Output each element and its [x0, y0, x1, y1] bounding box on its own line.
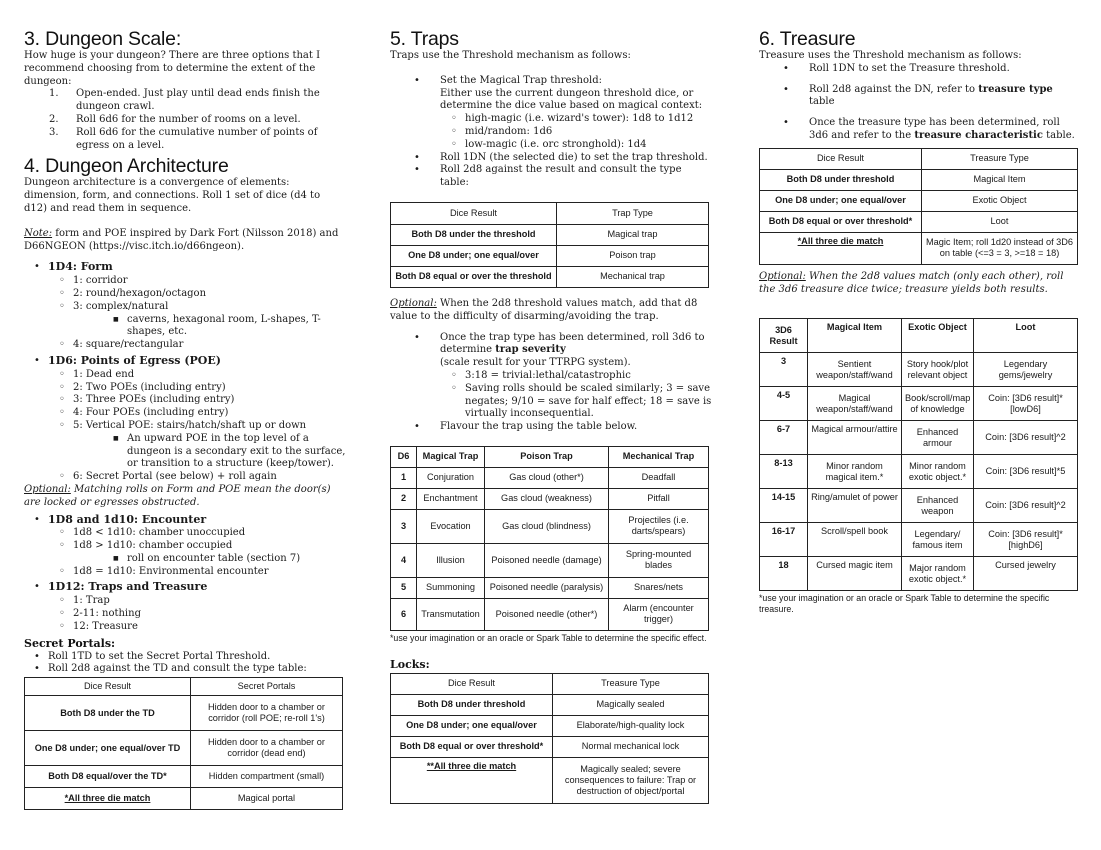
table-row — [760, 211, 1078, 232]
severity-text: Once the trap type has been determined, roll 3d6 to determine — [440, 331, 705, 356]
form-option: ◦ 4: square/rectangular — [48, 339, 346, 352]
loot-cell: Coin: [3D6 result]*[highD6] — [974, 523, 1078, 557]
optional-rule — [24, 484, 346, 510]
traps-treasure-section — [24, 581, 346, 633]
treasure-intro: Treasure uses the Threshold mechanism as follows: — [759, 50, 1022, 61]
table-row — [391, 543, 709, 577]
table-row — [760, 169, 1078, 190]
dice-result-cell: *All three die match — [760, 232, 922, 264]
note-label: Note: — [24, 227, 53, 239]
dice-result-cell: One D8 under; one equal/over — [391, 715, 553, 736]
poison-trap-cell: Gas cloud (weakness) — [485, 488, 609, 509]
treasure-steps — [759, 63, 1081, 143]
poison-trap-cell: Gas cloud (other*) — [485, 467, 609, 488]
trap-step: • Roll 2d8 against the result and consult the type table: — [390, 164, 712, 190]
magical-item-cell: Magical weapon/staff/wand — [808, 387, 902, 421]
poe-option: ◦ 1: Dead end — [48, 369, 346, 382]
column-header: Treasure Type — [922, 148, 1078, 169]
note-text: form and POE inspired by Dark Fort (Nilsson 2018) and D66NGEON (https://visc.itch.io/d66ngeon). — [24, 227, 339, 252]
dice-result-cell: One D8 under; one equal/over — [760, 190, 922, 211]
encounter-sub-option: ■ roll on encounter table (section 7) — [101, 553, 346, 566]
secret-portals-heading: Secret Portals: — [24, 636, 116, 650]
encounter-option-text: 1d8 > 1d10: chamber occupied — [73, 540, 233, 552]
form-option-text: 3: complex/natural — [73, 300, 169, 312]
loot-cell: Cursed jewelry — [974, 557, 1078, 591]
architecture-roll-list — [24, 261, 346, 484]
table-row — [760, 387, 1078, 421]
scale-option — [24, 88, 346, 114]
table-row — [760, 523, 1078, 557]
dice-result-cell: *All three die match — [25, 788, 191, 810]
column-header: D6 — [391, 446, 417, 467]
column-header: 3D6 Result — [760, 319, 808, 353]
trap-flavour-table — [390, 446, 709, 631]
d6-cell: 5 — [391, 577, 417, 598]
encounter-roll-list — [24, 514, 346, 634]
treasure-optional-rule — [759, 271, 1081, 297]
optional-text: When the 2d8 threshold values match, add that d8 value to the difficulty of disarming/avoiding the trap. — [390, 297, 698, 322]
roll-cell: 3 — [760, 353, 808, 387]
trap-step-text: Set the Magical Trap threshold: — [440, 74, 602, 86]
magical-item-cell: Scroll/spell book — [808, 523, 902, 557]
magical-trap-cell: Summoning — [417, 577, 485, 598]
locks-table — [390, 673, 709, 804]
dice-result-cell: Both D8 under the threshold — [391, 224, 557, 245]
treasure-step-emphasis: treasure characteristic — [914, 129, 1043, 141]
form-sub-options — [101, 314, 346, 340]
magic-context-option: ◦ mid/random: 1d6 — [440, 126, 712, 139]
secret-portal-steps — [24, 651, 346, 677]
d6-cell: 2 — [391, 488, 417, 509]
exotic-object-cell: Story hook/plot relevant object — [902, 353, 974, 387]
table-row — [391, 577, 709, 598]
treasure-step: • Roll 1DN to set the Treasure threshold. — [759, 63, 1081, 76]
magic-context-option: ◦ high-magic (i.e. wizard's tower): 1d8 to 1d12 — [440, 113, 712, 126]
traps-treasure-options — [48, 595, 346, 633]
magical-trap-cell: Transmutation — [417, 598, 485, 630]
treasure-type-cell: Loot — [922, 211, 1078, 232]
table-row — [391, 488, 709, 509]
table-row — [760, 557, 1078, 591]
table-header-row — [25, 678, 343, 696]
trap-type-table — [390, 202, 709, 288]
column-header: Exotic Object — [902, 319, 974, 353]
d6-cell: 1 — [391, 467, 417, 488]
magical-trap-cell: Conjuration — [417, 467, 485, 488]
table-header-row — [760, 148, 1078, 169]
d6-cell: 3 — [391, 509, 417, 543]
optional-label: Optional: — [390, 297, 437, 309]
form-option: ◦ 1: corridor — [48, 275, 346, 288]
lock-type-cell: Elaborate/high-quality lock — [553, 715, 709, 736]
dungeon-architecture-intro: Dungeon architecture is a convergence of elements: dimension, form, and connections. Roll 1 set of dice (d4 to d12) and read them in sequence. — [24, 177, 321, 214]
treasure-type-table — [759, 148, 1078, 265]
magical-item-cell: Ring/amulet of power — [808, 489, 902, 523]
table-row — [391, 757, 709, 803]
treasure-step-suffix: table. — [1042, 129, 1075, 141]
magical-trap-cell: Enchantment — [417, 488, 485, 509]
trap-steps — [390, 75, 712, 190]
treasure-type-cell: Magical Item — [922, 169, 1078, 190]
poe-option: ◦ 6: Secret Portal (see below) + roll again — [48, 471, 346, 484]
option-text: Roll 6d6 for the cumulative number of points of egress on a level. — [76, 126, 318, 151]
table-header-row — [760, 319, 1078, 353]
treasure-step-emphasis: treasure type — [978, 83, 1053, 95]
magical-item-cell: Cursed magic item — [808, 557, 902, 591]
secret-portal-step: • Roll 2d8 against the TD and consult the type table: — [24, 663, 346, 676]
table-row — [391, 467, 709, 488]
mechanical-trap-cell: Pitfall — [609, 488, 709, 509]
poe-section — [24, 355, 346, 484]
traps-intro: Traps use the Threshold mechanism as follows: — [390, 50, 631, 61]
dice-result-cell: Both D8 equal/over the TD* — [25, 766, 191, 788]
encounter-options — [48, 527, 346, 578]
optional-label: Optional: — [24, 483, 71, 495]
poe-option: ◦ 4: Four POEs (including entry) — [48, 407, 346, 420]
encounter-heading: 1D8 and 1d10: Encounter — [48, 512, 207, 526]
table-row — [391, 224, 709, 245]
poe-options — [48, 369, 346, 484]
trap-step: • Roll 1DN (the selected die) to set the trap threshold. — [390, 152, 712, 165]
trap-step-detail: Either use the current dungeon threshold dice, or determine the dice value based on magical context: — [440, 87, 703, 112]
roll-cell: 8-13 — [760, 455, 808, 489]
portal-cell: Hidden door to a chamber or corridor (dead end) — [191, 731, 343, 766]
treasure-footnote: *use your imagination or an oracle or Spark Table to determine the specific treasure. — [759, 593, 1050, 615]
magic-context-options — [440, 113, 712, 151]
column-dungeon-scale-architecture — [24, 28, 346, 810]
d6-cell: 4 — [391, 543, 417, 577]
table-row — [391, 715, 709, 736]
portal-cell: Hidden door to a chamber or corridor (roll POE; re-roll 1's) — [191, 696, 343, 731]
optional-text: When the 2d8 values match (only each other), roll the 3d6 treasure dice twice; treasure yields both results. — [759, 270, 1064, 295]
trap-type-cell: Magical trap — [557, 224, 709, 245]
roll-cell: 14-15 — [760, 489, 808, 523]
severity-scale-note: (scale result for your TTRPG system). — [440, 357, 631, 369]
mechanical-trap-cell: Alarm (encounter trigger) — [609, 598, 709, 630]
scale-option — [24, 114, 346, 127]
exotic-object-cell: Minor random exotic object.* — [902, 455, 974, 489]
lock-type-cell: Magically sealed; severe consequences to failure: Trap or destruction of object/portal — [553, 757, 709, 803]
table-row — [25, 696, 343, 731]
dungeon-scale-intro: How huge is your dungeon? There are three options that I recommend choosing from to determine the extent of the dungeon: — [24, 50, 321, 87]
mechanical-trap-cell: Spring-mounted blades — [609, 543, 709, 577]
column-header: Dice Result — [391, 202, 557, 224]
loot-cell: Coin: [3D6 result]*5 — [974, 455, 1078, 489]
lock-type-cell: Normal mechanical lock — [553, 736, 709, 757]
column-header: Dice Result — [25, 678, 191, 696]
traps-treasure-heading: 1D12: Traps and Treasure — [48, 580, 208, 594]
dice-result-cell: Both D8 equal or over threshold* — [391, 736, 553, 757]
column-header: Trap Type — [557, 202, 709, 224]
treasure-type-cell: Magic Item; roll 1d20 instead of 3D6 on table (<=3 = 3, >=18 = 18) — [922, 232, 1078, 264]
dice-result-cell: Both D8 equal or over threshold* — [760, 211, 922, 232]
table-row — [760, 455, 1078, 489]
dice-result-cell: Both D8 under threshold — [391, 694, 553, 715]
encounter-section — [24, 514, 346, 579]
optional-label: Optional: — [759, 270, 806, 282]
traps-heading: 5. Traps — [390, 28, 459, 50]
encounter-option — [48, 540, 346, 566]
table-row — [760, 489, 1078, 523]
table-row — [391, 598, 709, 630]
dice-result-cell: Both D8 equal or over the threshold — [391, 266, 557, 287]
table-row — [391, 266, 709, 287]
table-row — [25, 788, 343, 810]
poison-trap-cell: Gas cloud (blindness) — [485, 509, 609, 543]
mechanical-trap-cell: Snares/nets — [609, 577, 709, 598]
table-row — [760, 190, 1078, 211]
option-text: Open-ended. Just play until dead ends finish the dungeon crawl. — [76, 88, 320, 113]
portal-cell: Hidden compartment (small) — [191, 766, 343, 788]
treasure-step — [759, 84, 1081, 110]
form-option — [48, 301, 346, 339]
loot-cell: Coin: [3D6 result]^2 — [974, 421, 1078, 455]
traps-treasure-option: ◦ 12: Treasure — [48, 621, 346, 634]
form-options — [48, 275, 346, 352]
dice-result-cell: One D8 under; one equal/over TD — [25, 731, 191, 766]
severity-step — [390, 332, 712, 422]
table-row — [25, 766, 343, 788]
encounter-sub-options — [101, 553, 346, 566]
mechanical-trap-cell: Projectiles (i.e. darts/spears) — [609, 509, 709, 543]
mechanical-trap-cell: Deadfall — [609, 467, 709, 488]
traps-treasure-option: ◦ 1: Trap — [48, 595, 346, 608]
magical-item-cell: Minor random magical item.* — [808, 455, 902, 489]
loot-cell: Legendary gems/jewelry — [974, 353, 1078, 387]
table-row — [760, 421, 1078, 455]
roll-cell: 18 — [760, 557, 808, 591]
encounter-option: ◦ 1d8 = 1d10: Environmental encounter — [48, 566, 346, 579]
treasure-step-text: Roll 2d8 against the DN, refer to — [809, 83, 979, 95]
column-header: Poison Trap — [485, 446, 609, 467]
table-row — [760, 353, 1078, 387]
table-header-row — [391, 202, 709, 224]
locks-heading: Locks: — [390, 657, 430, 671]
column-header: Magical Item — [808, 319, 902, 353]
table-header-row — [391, 673, 709, 694]
severity-steps — [390, 332, 712, 434]
poison-trap-cell: Poisoned needle (damage) — [485, 543, 609, 577]
roll-cell: 16-17 — [760, 523, 808, 557]
loot-cell: Coin: [3D6 result]*[lowD6] — [974, 387, 1078, 421]
trap-type-cell: Poison trap — [557, 245, 709, 266]
table-row — [391, 509, 709, 543]
roll-cell: 6-7 — [760, 421, 808, 455]
column-header: Dice Result — [760, 148, 922, 169]
form-sub-option: ■ caverns, hexagonal room, L-shapes, T-shapes, etc. — [101, 314, 346, 340]
treasure-heading: 6. Treasure — [759, 28, 856, 50]
severity-step: • Flavour the trap using the table below. — [390, 421, 712, 434]
column-header: Treasure Type — [553, 673, 709, 694]
treasure-type-cell: Exotic Object — [922, 190, 1078, 211]
loot-cell: Coin: [3D6 result]^2 — [974, 489, 1078, 523]
exotic-object-cell: Book/scroll/map of knowledge — [902, 387, 974, 421]
option-text: Roll 6d6 for the number of rooms on a level. — [76, 113, 301, 125]
severity-emphasis: trap severity — [495, 344, 566, 356]
table-row — [760, 232, 1078, 264]
column-header: Secret Portals — [191, 678, 343, 696]
treasure-characteristic-table — [759, 318, 1078, 591]
exotic-object-cell: Enhanced armour — [902, 421, 974, 455]
trap-optional-rule — [390, 298, 712, 324]
form-heading: 1D4: Form — [48, 260, 113, 274]
treasure-step — [759, 117, 1081, 143]
dice-result-cell: **All three die match — [391, 757, 553, 803]
poe-sub-option: ■ An upward POE in the top level of a dungeon is a secondary exit to the surface, or transition to a structure (keep/tower). — [101, 433, 346, 471]
magical-item-cell: Magical armour/attire — [808, 421, 902, 455]
poe-option: ◦ 2: Two POEs (including entry) — [48, 382, 346, 395]
poe-option — [48, 420, 346, 471]
scale-option — [24, 127, 346, 153]
form-section — [24, 261, 346, 352]
table-row — [25, 731, 343, 766]
option-number: 1. — [49, 88, 59, 100]
poison-trap-cell: Poisoned needle (other*) — [485, 598, 609, 630]
table-row — [391, 694, 709, 715]
table-header-row — [391, 446, 709, 467]
magical-trap-cell: Illusion — [417, 543, 485, 577]
magic-context-option: ◦ low-magic (i.e. orc stronghold): 1d4 — [440, 139, 712, 152]
encounter-option: ◦ 1d8 < 1d10: chamber unoccupied — [48, 527, 346, 540]
trap-type-cell: Mechanical trap — [557, 266, 709, 287]
option-number: 2. — [49, 113, 59, 125]
severity-options — [440, 370, 712, 421]
dungeon-scale-options — [24, 88, 346, 152]
optional-text: Matching rolls on Form and POE mean the door(s) are locked or egresses obstructed. — [24, 483, 331, 508]
poe-heading: 1D6: Points of Egress (POE) — [48, 353, 221, 367]
roll-cell: 4-5 — [760, 387, 808, 421]
magical-item-cell: Sentient weapon/staff/wand — [808, 353, 902, 387]
poe-option: ◦ 3: Three POEs (including entry) — [48, 394, 346, 407]
column-header: Dice Result — [391, 673, 553, 694]
table-row — [391, 736, 709, 757]
traps-treasure-option: ◦ 2-11: nothing — [48, 608, 346, 621]
trap-step — [390, 75, 712, 152]
severity-option: ◦ 3:18 = trivial:lethal/catastrophic — [440, 370, 712, 383]
magical-trap-cell: Evocation — [417, 509, 485, 543]
poe-option-text: 5: Vertical POE: stairs/hatch/shaft up or down — [73, 419, 307, 431]
dungeon-scale-heading: 3. Dungeon Scale: — [24, 28, 182, 50]
poe-sub-options — [101, 433, 346, 471]
lock-type-cell: Magically sealed — [553, 694, 709, 715]
option-number: 3. — [49, 126, 59, 138]
d6-cell: 6 — [391, 598, 417, 630]
secret-portal-step: • Roll 1TD to set the Secret Portal Threshold. — [24, 651, 346, 664]
exotic-object-cell: Enhanced weapon — [902, 489, 974, 523]
dice-result-cell: One D8 under; one equal/over — [391, 245, 557, 266]
exotic-object-cell: Major random exotic object.* — [902, 557, 974, 591]
poison-trap-cell: Poisoned needle (paralysis) — [485, 577, 609, 598]
trap-flavour-footnote: *use your imagination or an oracle or Spark Table to determine the specific effect. — [390, 632, 707, 643]
exotic-object-cell: Legendary/ famous item — [902, 523, 974, 557]
column-header: Loot — [974, 319, 1078, 353]
severity-option: ◦ Saving rolls should be scaled similarly; 3 = save negates; 9/10 = save for half effect; 18 = save is virtually inconsequential. — [440, 383, 712, 421]
treasure-step-text: Once the treasure type has been determined, roll 3d6 and refer to the — [809, 117, 1060, 141]
treasure-step-suffix: table — [809, 96, 835, 108]
portal-cell: Magical portal — [191, 788, 343, 810]
form-option: ◦ 2: round/hexagon/octagon — [48, 288, 346, 301]
dungeon-architecture-heading: 4. Dungeon Architecture — [24, 155, 229, 178]
architecture-note — [24, 228, 346, 254]
dice-result-cell: Both D8 under threshold — [760, 169, 922, 190]
table-row — [391, 245, 709, 266]
column-header: Magical Trap — [417, 446, 485, 467]
column-traps — [390, 28, 712, 804]
column-header: Mechanical Trap — [609, 446, 709, 467]
secret-portals-table — [24, 677, 343, 810]
column-treasure — [759, 28, 1081, 615]
dice-result-cell: Both D8 under the TD — [25, 696, 191, 731]
